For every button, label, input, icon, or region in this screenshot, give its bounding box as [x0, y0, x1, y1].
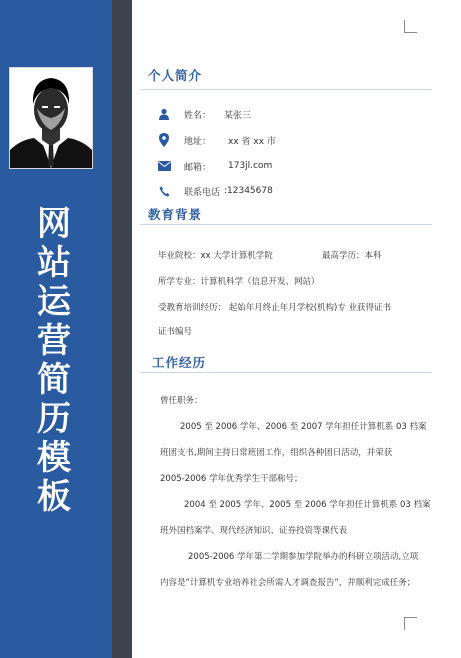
section-title-work: 工作经历 — [152, 355, 207, 370]
work-line: 2005-2006 学年优秀学生干部称号； — [160, 474, 303, 484]
title-char: 运 — [37, 282, 71, 322]
work-line: 2005 至 2006 学年、2006 至 2007 学年担任计算机系 03 档案 — [180, 422, 427, 432]
work-line: 曾任职务： — [160, 396, 203, 406]
address-label: 地址： — [184, 136, 212, 147]
title-char: 板 — [37, 477, 71, 517]
profile-row-name — [156, 106, 252, 122]
profile-row-phone — [156, 183, 273, 199]
work-line: 班外国档案学、现代经济知识、证券投资等课代表 — [160, 526, 348, 536]
profile-row-email — [156, 158, 273, 174]
section-title-education: 教育背景 — [148, 207, 203, 222]
work-line: 内容是“计算机专业培养社会所需人才调查报告”，并顺利完成任务； — [160, 578, 416, 588]
title-char: 简 — [37, 360, 71, 400]
work-line: 2004 至 2005 学年、2005 至 2006 学年担任计算机系 03 档案 — [184, 500, 431, 510]
edu-degree: 最高学历：本科 — [322, 251, 382, 261]
email-value: 173jl.com — [228, 161, 273, 171]
name-label: 姓名： — [184, 110, 212, 121]
edu-cert: 证书编号 — [158, 327, 193, 337]
page-corner-mark-top — [404, 20, 417, 33]
title-char: 站 — [37, 243, 71, 283]
title-char: 营 — [37, 321, 71, 361]
phone-label: 联系电话 — [184, 187, 221, 198]
sidebar-dark-strip — [112, 0, 132, 658]
title-char: 历 — [37, 399, 71, 439]
profile-row-address — [156, 132, 276, 148]
section-divider — [140, 224, 432, 225]
phone-icon — [156, 183, 172, 199]
name-value: 某张三 — [224, 110, 252, 121]
work-line: 2005-2006 学年第二学期参加学院举办的科研立项活动,立项 — [188, 552, 419, 562]
edu-school: 毕业院校：xx 大学计算机学院 — [158, 251, 273, 261]
edu-major: 所学专业：计算机科学（信息开发、网站） — [158, 277, 320, 287]
vertical-title — [32, 205, 76, 517]
profile-photo — [9, 67, 93, 169]
page-corner-mark-bottom — [404, 617, 417, 630]
user-icon — [156, 106, 172, 122]
edu-history: 受教育培训经历： 起始年月终止年月学校(机构)专 业获得证书 — [158, 303, 392, 313]
section-divider — [140, 372, 432, 373]
email-label: 邮箱： — [184, 162, 212, 173]
work-line: 班团支书,期间主持日常班团工作，组织各种团日活动，并荣获 — [160, 448, 393, 458]
phone-value: :12345678 — [224, 186, 273, 196]
address-value: xx 省 xx 市 — [228, 136, 276, 147]
title-char: 模 — [37, 438, 71, 478]
section-divider — [140, 89, 432, 90]
title-char: 网 — [37, 204, 71, 244]
email-icon — [156, 158, 172, 174]
section-title-profile: 个人简介 — [148, 68, 203, 83]
location-pin-icon — [156, 132, 172, 148]
